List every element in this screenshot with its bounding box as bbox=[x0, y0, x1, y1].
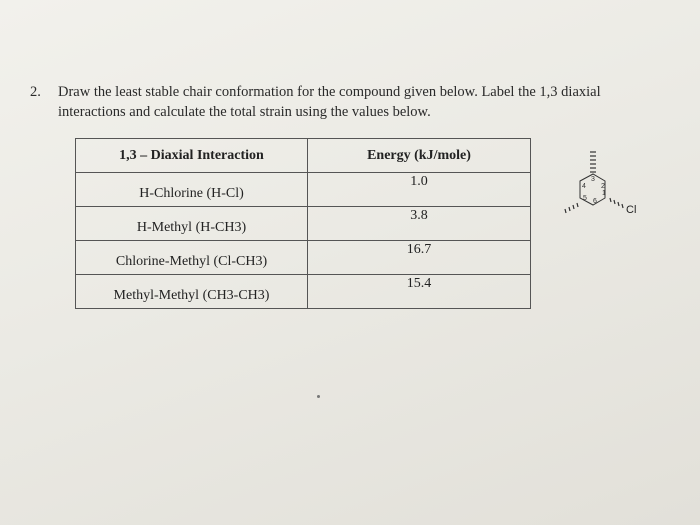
energy-cell bbox=[308, 207, 531, 241]
question-number: 2. bbox=[30, 84, 41, 100]
ring-number-5: 5 bbox=[583, 195, 587, 202]
energy-cell bbox=[308, 173, 531, 207]
cyclohexane-structure bbox=[540, 140, 670, 250]
ring-number-6: 6 bbox=[593, 198, 597, 205]
interaction-cell bbox=[76, 241, 308, 275]
hashed-methyl-bond-top bbox=[590, 152, 596, 172]
table-row bbox=[76, 275, 531, 309]
energy-cell bbox=[308, 241, 531, 275]
question-text: Draw the least stable chair conformation for the compound given below. Label the 1,3 diaxial interactions and calculate the total strain using the values below. bbox=[58, 84, 601, 120]
energy-value: 15.4 bbox=[406, 275, 432, 291]
stray-mark bbox=[317, 395, 320, 398]
strain-energy-table bbox=[75, 138, 531, 309]
hashed-methyl-bond-left bbox=[565, 203, 578, 213]
energy-value: 1.0 bbox=[410, 173, 428, 189]
interaction-name: Methyl-Methyl (CH3-CH3) bbox=[113, 287, 270, 303]
interaction-cell bbox=[76, 275, 308, 309]
energy-value: 16.7 bbox=[406, 241, 432, 257]
table-row bbox=[76, 173, 531, 207]
header-interaction: 1,3 – Diaxial Interaction bbox=[76, 139, 308, 173]
interaction-name: Chlorine-Methyl (Cl-CH3) bbox=[115, 253, 268, 269]
header-energy: Energy (kJ/mole) bbox=[308, 139, 531, 173]
interaction-cell bbox=[76, 207, 308, 241]
chlorine-label: Cl bbox=[626, 204, 637, 216]
ring-number-1: 1 bbox=[602, 190, 606, 197]
table-row bbox=[76, 207, 531, 241]
ring-number-3: 3 bbox=[591, 176, 595, 183]
table-header-row bbox=[76, 139, 531, 173]
hashed-chlorine-bond bbox=[610, 198, 623, 208]
table-row bbox=[76, 241, 531, 275]
interaction-name: H-Methyl (H-CH3) bbox=[136, 219, 247, 235]
ring-number-2: 2 bbox=[601, 183, 605, 190]
interaction-name: H-Chlorine (H-Cl) bbox=[139, 185, 244, 201]
energy-cell bbox=[308, 275, 531, 309]
interaction-cell bbox=[76, 173, 308, 207]
energy-value: 3.8 bbox=[410, 207, 428, 223]
ring-number-4: 4 bbox=[582, 183, 586, 190]
